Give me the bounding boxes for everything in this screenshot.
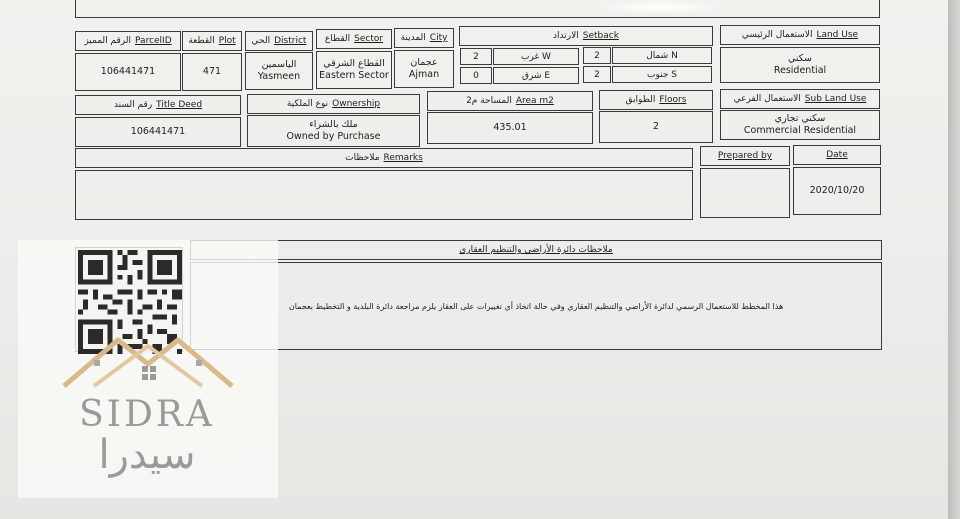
land-use-value-ar: سكني (788, 53, 812, 64)
ownership-value-en: Owned by Purchase (286, 131, 381, 142)
ownership-label-ar: نوع الملكية (286, 99, 329, 109)
land-use-value-cell (720, 47, 880, 83)
sector-label-ar: القطاع (324, 34, 351, 44)
title-deed-value: 106441471 (130, 126, 186, 137)
date-value: 2020/10/20 (809, 185, 865, 196)
land-use-label-ar: الاستعمال الرئيسي (741, 30, 813, 40)
plot-label-en: Plot (218, 36, 236, 46)
city-label-ar: المدينة (400, 33, 426, 43)
area-header (427, 91, 593, 111)
sub-land-use-label-en: Sub Land Use (804, 94, 867, 104)
ownership-header (247, 94, 420, 114)
setback-north-label-cell (612, 47, 712, 64)
remarks-body (75, 170, 693, 220)
prepared-by-body (700, 168, 790, 218)
floors-label-en: Floors (659, 95, 687, 105)
sub-land-use-value-en: Commercial Residential (743, 125, 857, 136)
setback-east-label: شرق E (521, 70, 551, 81)
city-value-ar: عجمان (410, 57, 438, 68)
setback-north-value: 2 (594, 50, 600, 61)
parcel-id-header (75, 31, 181, 51)
top-section-box (75, 0, 880, 18)
date-value-cell (793, 167, 881, 215)
date-label: Date (826, 150, 848, 160)
sector-header (316, 29, 392, 49)
setback-label-ar: الارتداد (553, 31, 579, 41)
area-value-cell (427, 112, 593, 144)
setback-south-label-cell (612, 66, 712, 83)
setback-label-en: Setback (582, 31, 619, 41)
remarks-label-en: Remarks (383, 153, 423, 163)
department-notes-header (190, 240, 882, 260)
plot-value-cell (182, 53, 242, 91)
setback-west-value: 2 (473, 51, 479, 62)
area-value: 435.01 (493, 122, 527, 133)
department-notes-text: هذا المخطط للاستعمال الرسمي لدائرة الأراضي والتنظيم العقاري وفي حالة اتخاذ أي تغييرات على العقار يلزم مراجعة دائرة البلدية و التخطيط بعجمان (288, 301, 784, 311)
district-value-ar: الياسمين (261, 59, 297, 70)
remarks-header (75, 148, 693, 168)
setback-south-label: جنوب S (647, 69, 677, 80)
remarks-label-ar: ملاحظات (345, 153, 380, 163)
sub-land-use-value-cell (720, 110, 880, 140)
area-label-en: Area m2 (515, 96, 554, 106)
setback-west-label: غرب W (521, 51, 551, 62)
floors-header (599, 90, 713, 110)
date-header (793, 145, 881, 165)
city-value-en: Ajman (408, 69, 440, 80)
setback-north-label: شمال N (646, 50, 678, 61)
district-header (245, 31, 313, 51)
district-label-ar: الحي (251, 36, 271, 46)
setback-west-value-cell (460, 48, 492, 65)
parcel-id-label-ar: الرقم المميز (84, 36, 132, 46)
plot-value: 471 (202, 66, 222, 77)
ownership-value-cell (247, 115, 420, 147)
city-header (394, 28, 454, 48)
floors-value: 2 (652, 121, 660, 132)
plot-label-ar: القطعة (188, 36, 215, 46)
setback-east-value-cell (460, 67, 492, 84)
setback-south-value-cell (583, 66, 611, 83)
district-label-en: District (274, 36, 307, 46)
setback-east-label-cell (493, 67, 579, 84)
ownership-label-en: Ownership (332, 99, 381, 109)
watermark-text-ar: سيدرا (98, 432, 196, 478)
setback-east-value: 0 (473, 70, 479, 81)
sector-value-cell (316, 51, 392, 89)
land-use-label-en: Land Use (816, 30, 859, 40)
setback-north-value-cell (583, 47, 611, 64)
plot-header (182, 31, 242, 51)
sub-land-use-header (720, 89, 880, 109)
page-edge (948, 0, 960, 519)
city-value-cell (394, 50, 454, 88)
sector-value-ar: القطاع الشرقي (323, 58, 385, 69)
title-deed-value-cell (75, 117, 241, 147)
district-value-cell (245, 52, 313, 90)
department-notes-title: ملاحظات دائرة الأراضي والتنظيم العقاري (459, 245, 613, 255)
floors-value-cell (599, 111, 713, 143)
parcel-id-label-en: ParcelID (135, 36, 172, 46)
parcel-id-value-cell (75, 53, 181, 91)
sector-label-en: Sector (354, 34, 384, 44)
sector-value-en: Eastern Sector (319, 70, 389, 81)
ownership-value-ar: ملك بالشراء (309, 119, 358, 130)
parcel-id-value: 106441471 (100, 66, 156, 77)
prepared-by-header (700, 146, 790, 166)
watermark-text-en: SIDRA (79, 394, 215, 435)
sidra-house-logo-icon (58, 330, 238, 392)
land-use-header (720, 25, 880, 45)
district-value-en: Yasmeen (257, 71, 301, 82)
title-deed-label-ar: رقم السند (113, 100, 153, 110)
setback-west-label-cell (493, 48, 579, 65)
floors-label-ar: الطوابق (625, 95, 656, 105)
city-label-en: City (429, 33, 448, 43)
department-notes-body (190, 262, 882, 350)
prepared-by-label: Prepared by (717, 151, 773, 161)
setback-header (459, 26, 713, 46)
area-label-ar: المساحة م2 (466, 96, 512, 106)
sub-land-use-value-ar: سكني تجاري (774, 113, 826, 124)
title-deed-label-en: Title Deed (156, 100, 203, 110)
setback-south-value: 2 (594, 69, 600, 80)
title-deed-header (75, 95, 241, 115)
sub-land-use-label-ar: الاستعمال الفرعي (733, 94, 801, 104)
land-use-value-en: Residential (773, 65, 827, 76)
